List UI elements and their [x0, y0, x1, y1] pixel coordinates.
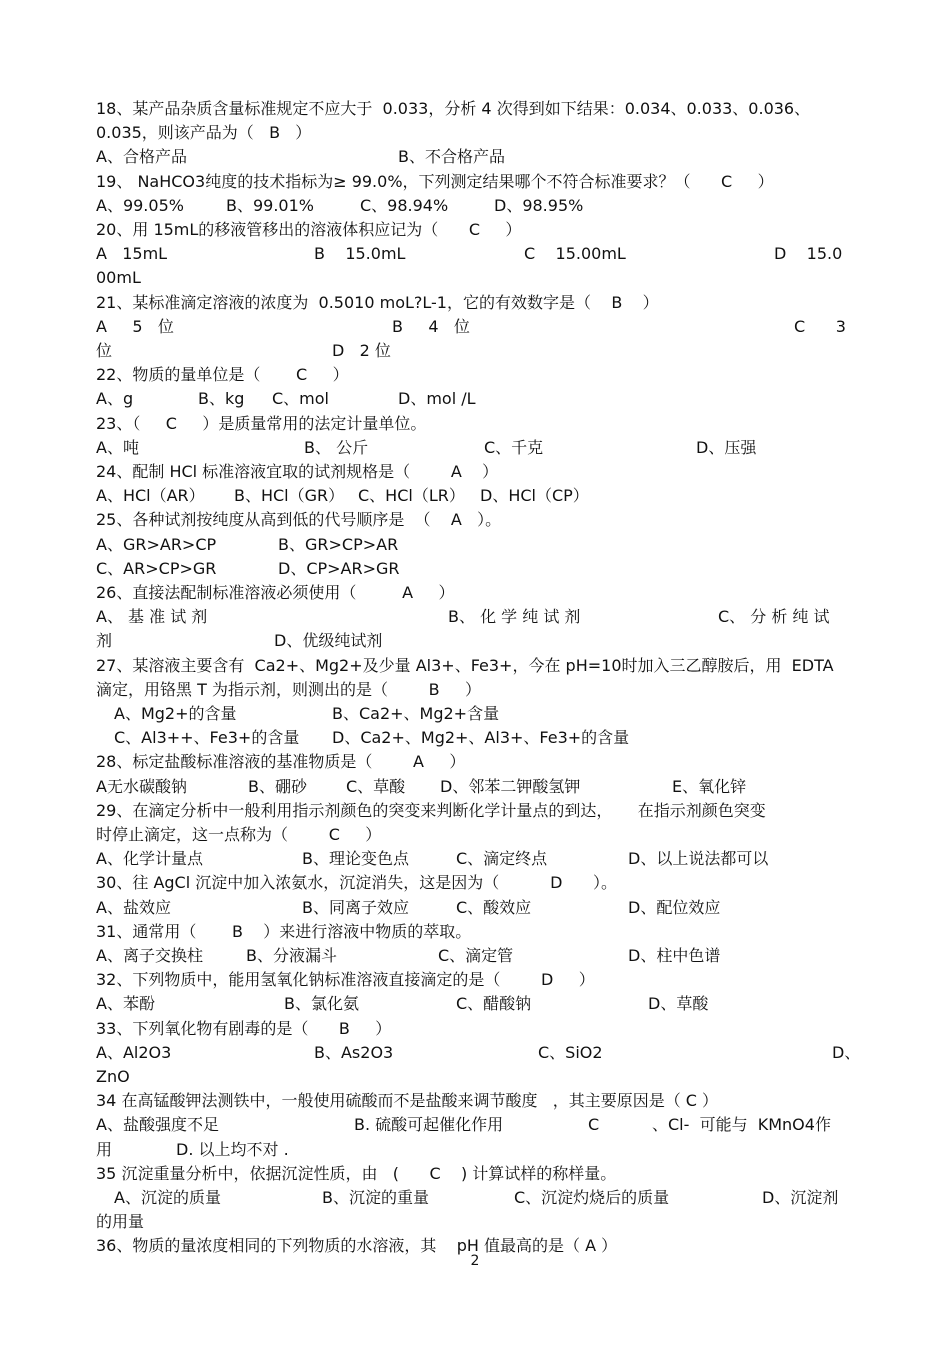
text-line	[96, 629, 858, 653]
text-line	[96, 1041, 861, 1065]
text-segment: A、苯酚	[96, 994, 155, 1014]
text-segment: B、 化 学 纯 试 剂	[448, 607, 581, 627]
text-line	[96, 484, 858, 508]
text-line	[96, 266, 858, 290]
text-segment: 位	[96, 341, 113, 360]
text-segment: B、 公斤	[304, 437, 369, 457]
text-segment: D、压强	[696, 437, 757, 457]
text-segment: A、99.05%	[96, 195, 184, 215]
text-segment: A、 基 准 试 剂	[96, 607, 208, 627]
text-segment: 32、下列物质中，能用氢氧化钠标准溶液直接滴定的是（ D ）	[96, 970, 595, 990]
text-segment: C 3	[794, 316, 846, 336]
text-line	[96, 145, 858, 169]
text-line	[96, 799, 858, 823]
text-segment: D. 以上均不对 .	[176, 1139, 289, 1159]
text-segment: C、Al3++、Fe3+的含量	[114, 728, 300, 748]
text-segment: 20、用 15mL的移液管移出的溶液体积应记为（ C ）	[96, 220, 522, 239]
text-line	[96, 1089, 858, 1113]
text-segment: D、mol /L	[398, 389, 476, 409]
text-segment: D、优级纯试剂	[274, 631, 383, 651]
text-line	[96, 291, 858, 315]
text-line	[96, 363, 858, 387]
text-segment: 24、配制 HCl 标准溶液宜取的试剂规格是（ A ）	[96, 462, 499, 481]
text-segment: B、氯化氨	[284, 994, 359, 1014]
text-segment: B 4 位	[392, 316, 470, 336]
text-segment: B、kg	[198, 389, 245, 409]
text-segment: A 15mL	[96, 244, 168, 264]
text-segment: B、不合格产品	[398, 147, 505, 167]
text-line	[96, 170, 858, 194]
text-segment: A、化学计量点	[96, 849, 203, 869]
text-segment: C、HCl（LR）	[358, 486, 465, 506]
text-segment: C、SiO2	[538, 1042, 603, 1062]
text-line	[96, 1186, 858, 1210]
text-segment: C、 分 析 纯 试	[718, 607, 830, 627]
text-line	[96, 581, 858, 605]
text-line	[96, 605, 858, 629]
text-segment: C、滴定终点	[456, 849, 548, 869]
text-segment: B、硼砂	[248, 776, 307, 796]
text-segment: C、滴定管	[438, 946, 514, 965]
text-segment: B、同离子效应	[302, 897, 409, 917]
text-segment: D 15.0	[774, 244, 843, 264]
text-segment: 时停止滴定，这一点称为（ C ）	[96, 825, 382, 844]
text-segment: B. 硫酸可起催化作用	[354, 1115, 504, 1135]
text-line	[96, 557, 858, 581]
text-line	[96, 871, 858, 895]
text-segment: A、GR>AR>CP	[96, 534, 217, 554]
text-segment: D、草酸	[648, 994, 709, 1014]
text-line	[96, 847, 858, 871]
text-segment: D、配位效应	[628, 897, 721, 917]
text-segment: 00mL	[96, 268, 141, 288]
text-line	[96, 702, 858, 726]
text-segment: A、g	[96, 389, 134, 409]
text-segment: 35 沉淀重量分析中，依据沉淀性质，由 ( C ) 计算试样的称样量。	[96, 1163, 617, 1183]
text-line	[96, 121, 858, 145]
text-segment: B、Ca2+、Mg2+含量	[332, 704, 500, 723]
text-line	[96, 1162, 858, 1186]
text-segment: B、HCl（GR）	[234, 486, 345, 506]
text-line	[96, 968, 858, 992]
text-segment: 、Cl- 可能与 KMnO4作	[652, 1115, 831, 1135]
text-line	[96, 823, 858, 847]
text-segment: D、以上说法都可以	[628, 849, 769, 869]
text-segment: A 5 位	[96, 316, 174, 336]
text-segment: B、99.01%	[226, 195, 314, 215]
text-segment: 0.035，则该产品为（ B ）	[96, 123, 312, 143]
text-line	[96, 920, 858, 944]
text-line	[96, 436, 858, 460]
text-segment: D、CP>AR>GR	[278, 558, 400, 578]
text-segment: 22、物质的量单位是（ C ）	[96, 365, 349, 385]
text-segment: A、Mg2+的含量	[114, 704, 237, 723]
text-segment: C 15.00mL	[524, 244, 626, 264]
text-segment: 的用量	[96, 1212, 145, 1232]
text-segment: C、98.94%	[360, 195, 449, 215]
text-line	[96, 412, 858, 436]
text-line	[96, 1138, 858, 1162]
text-segment: D、98.95%	[494, 195, 584, 215]
text-segment: 18、某产品杂质含量标准规定不应大于 0.033，分析 4 次得到如下结果：0.034、0.033、0.036、	[96, 99, 811, 118]
text-segment: 滴定，用铬黑 T 为指示剂，则测出的是（ B ）	[96, 679, 482, 699]
text-segment: A、盐酸强度不足	[96, 1115, 219, 1135]
text-segment: A、离子交换柱	[96, 946, 203, 965]
text-segment: B、沉淀的重量	[322, 1188, 429, 1207]
text-line	[96, 508, 858, 532]
text-line	[96, 1017, 858, 1041]
text-segment: 25、各种试剂按纯度从高到低的代号顺序是 （ A ）。	[96, 510, 502, 530]
text-line	[96, 315, 858, 339]
text-segment: 剂	[96, 631, 113, 651]
text-segment: C、沉淀灼烧后的质量	[514, 1188, 670, 1207]
text-segment: D、	[832, 1042, 861, 1062]
text-segment: 26、直接法配制标准溶液必须使用（ A ）	[96, 583, 455, 602]
text-line	[96, 1113, 858, 1137]
text-segment: C、醋酸钠	[456, 994, 532, 1014]
text-segment: C、草酸	[346, 776, 406, 796]
text-segment: B 15.0mL	[314, 244, 406, 264]
text-segment: C、AR>CP>GR	[96, 558, 217, 578]
text-segment: E、氧化锌	[672, 776, 747, 796]
text-segment: D、Ca2+、Mg2+、Al3+、Fe3+的含量	[332, 728, 630, 748]
text-segment: ZnO	[96, 1067, 130, 1086]
text-segment: 23、（ C ）是质量常用的法定计量单位。	[96, 413, 427, 433]
text-segment: 36、物质的量浓度相同的下列物质的水溶液，其 pH 值最高的是（ A ）	[96, 1236, 618, 1256]
text-line	[96, 944, 858, 968]
text-segment: 27、某溶液主要含有 Ca2+、Mg2+及少量 Al3+、Fe3+，今在 pH=10时加入三乙醇胺后，用 EDTA	[96, 655, 834, 675]
text-line	[96, 533, 858, 557]
text-segment: B、理论变色点	[302, 849, 409, 869]
text-segment: A、合格产品	[96, 147, 187, 167]
text-segment: B、As2O3	[314, 1042, 394, 1062]
text-segment: D、柱中色谱	[628, 946, 721, 965]
text-line	[96, 339, 858, 363]
text-segment: D 2 位	[332, 341, 391, 360]
text-line	[96, 726, 858, 750]
text-segment: 19、 NaHCO3纯度的技术指标为≥ 99.0%，下列测定结果哪个不符合标准要求？（ C ）	[96, 171, 774, 191]
text-line	[96, 678, 858, 702]
text-segment: A、HCl（AR）	[96, 486, 205, 506]
text-segment: 28、标定盐酸标准溶液的基准物质是（ A ）	[96, 752, 466, 772]
text-segment: 用	[96, 1139, 113, 1159]
text-line	[96, 460, 858, 484]
text-line	[96, 194, 858, 218]
page-number: 2	[470, 1253, 480, 1269]
text-segment: 34 在高锰酸钾法测铁中，一般使用硫酸而不是盐酸来调节酸度 ，其主要原因是（ C ）	[96, 1091, 719, 1111]
text-segment: 33、下列氧化物有剧毒的是（ B ）	[96, 1018, 392, 1038]
text-segment: 29、在滴定分析中一般利用指示剂颜色的突变来判断化学计量点的到达， 在指示剂颜色突变	[96, 800, 766, 820]
text-line	[96, 896, 858, 920]
text-segment: C、千克	[484, 437, 544, 457]
text-segment: A、盐效应	[96, 897, 171, 917]
text-line	[96, 218, 858, 242]
text-line	[96, 775, 858, 799]
text-segment: C、酸效应	[456, 897, 532, 917]
text-segment: A、沉淀的质量	[114, 1188, 221, 1207]
text-segment: A无水碳酸钠	[96, 776, 187, 796]
text-line	[96, 97, 858, 121]
text-segment: A、吨	[96, 437, 139, 457]
text-segment: C、mol	[272, 389, 329, 409]
text-line	[96, 992, 858, 1016]
text-line	[96, 1065, 858, 1089]
text-segment: A、Al2O3	[96, 1042, 172, 1062]
text-line	[96, 654, 858, 678]
text-line	[96, 750, 858, 774]
text-segment: D、HCl（CP）	[480, 486, 589, 506]
text-segment: D、邻苯二钾酸氢钾	[440, 776, 581, 796]
text-segment: 31、通常用（ B ）来进行溶液中物质的萃取。	[96, 921, 472, 941]
text-line	[96, 387, 858, 411]
text-segment: 21、某标准滴定溶液的浓度为 0.5010 moL?L-1，它的有效数字是（ B ）	[96, 292, 659, 312]
text-line	[96, 242, 858, 266]
text-line	[96, 1210, 858, 1234]
text-segment: B、分液漏斗	[246, 946, 337, 965]
text-segment: 30、往 AgCl 沉淀中加入浓氨水，沉淀消失，这是因为（ D ）。	[96, 873, 617, 893]
text-segment: B、GR>CP>AR	[278, 534, 399, 554]
text-segment: C	[588, 1115, 600, 1135]
text-segment: D、沉淀剂	[762, 1188, 839, 1207]
